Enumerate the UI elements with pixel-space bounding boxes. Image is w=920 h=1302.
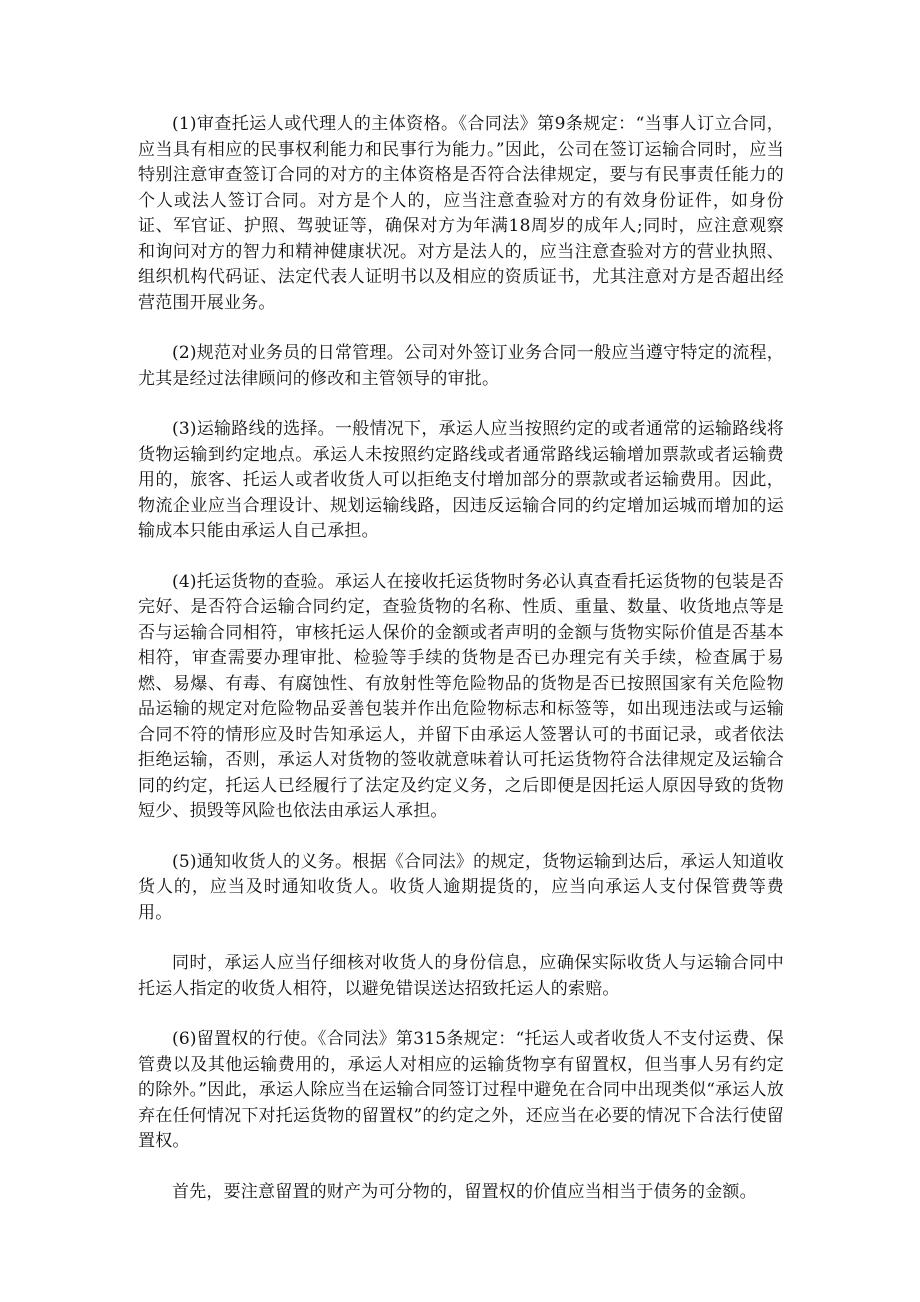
paragraph-3: (3)运输路线的选择。一般情况下，承运人应当按照约定的或者通常的运输路线将货物运输到约定地点。承运人未按照约定路线或者通常路线运输增加票款或者运输费用的，旅客、托运人或者收货人可以拒绝支付增加部分的票款或者运输费用。因此，物流企业应当合理设计、规划运输线路，因违反运输合同的约定增加运城而增加的运输成本只能由承运人自己承担。: [138, 419, 784, 541]
paragraph-4: (4)托运货物的查验。承运人在接收托运货物时务必认真查看托运货物的包装是否完好、是否符合运输合同约定，查验货物的名称、性质、重量、数量、收货地点等是否与运输合同相符，审核托运人保价的金额或者声明的金额与货物实际价值是否基本相符，审查需要办理审批、检验等手续的货物是否已办理完有关手续，检查属于易燃、易爆、有毒、有腐蚀性、有放射性等危险物品的货物是否已按照国家有关危险物品运输的规定对危险物品妥善包装并作出危险物标志和标签等，如出现违法或与运输合同不符的情形应及时告知承运人，并留下由承运人签署认可的书面记录，或者依法拒绝运输，否则，承运人对货物的签收就意味着认可托运货物符合法律规定及运输合同的约定，托运人已经履行了法定及约定义务，之后即便是因托运人原因导致的货物短少、损毁等风险也依法由承运人承担。: [138, 571, 784, 821]
paragraph-7: (6)留置权的行使。《合同法》第315条规定：“托运人或者收货人不支付运费、保管费以及其他运输费用的，承运人对相应的运输货物享有留置权，但当事人另有约定的除外。”因此，承运人除应当在运输合同签订过程中避免在合同中出现类似“承运人放弃在任何情况下对托运货物的留置权”的约定之外，还应当在必要的情况下合法行使留置权。: [138, 1029, 784, 1151]
paragraph-2: (2)规范对业务员的日常管理。公司对外签订业务合同一般应当遵守特定的流程，尤其是经过法律顾问的修改和主管领导的审批。: [138, 343, 784, 389]
paragraph-8: 首先，要注意留置的财产为可分物的，留置权的价值应当相当于债务的金额。: [172, 1181, 757, 1202]
paragraph-5: (5)通知收货人的义务。根据《合同法》的规定，货物运输到达后，承运人知道收货人的，应当及时通知收货人。收货人逾期提货的，应当向承运人支付保管费等费用。: [138, 851, 784, 923]
paragraph-1: (1)审查托运人或代理人的主体资格。《合同法》第9条规定：“当事人订立合同，应当具有相应的民事权利能力和民事行为能力。”因此，公司在签订运输合同时，应当特别注意审查签订合同的对方的主体资格是否符合法律规定，要与有民事责任能力的个人或法人签订合同。对方是个人的，应当注意查验对方的有效身份证件，如身份证、军官证、护照、驾驶证等，确保对方为年满18周岁的成年人;同时，应注意观察和询问对方的智力和精神健康状况。对方是法人的，应当注意查验对方的营业执照、组织机构代码证、法定代表人证明书以及相应的资质证书，尤其注意对方是否超出经营范围开展业务。: [138, 114, 784, 313]
paragraph-6: 同时，承运人应当仔细核对收货人的身份信息，应确保实际收货人与运输合同中托运人指定的收货人相符，以避免错误送达招致托运人的索赔。: [138, 953, 784, 999]
document-body: [138, 112, 784, 1205]
